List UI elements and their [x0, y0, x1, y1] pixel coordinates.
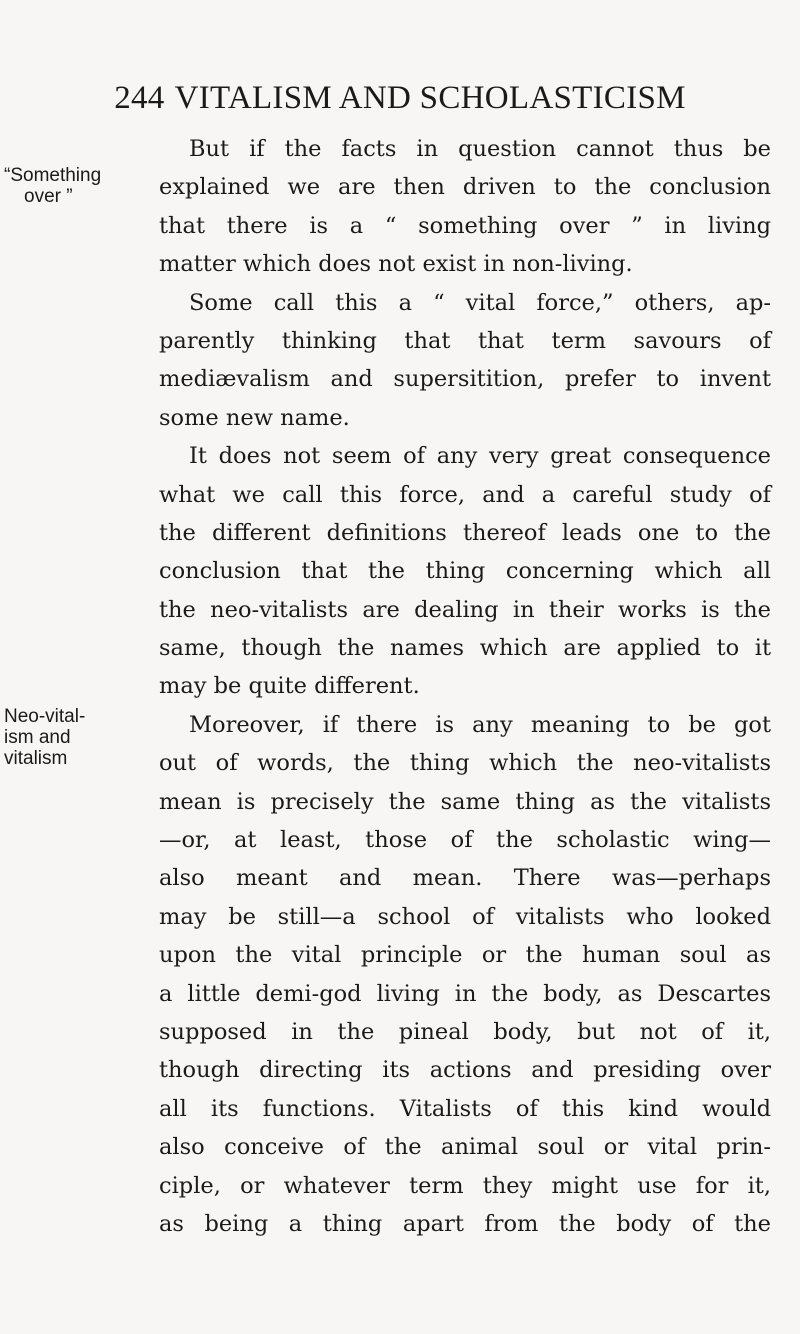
text-line: all its functions. Vitalists of this kind would — [159, 1095, 771, 1122]
text-line: ciple, or whatever term they might use for it, — [159, 1172, 771, 1199]
margin-note-something-over — [4, 165, 101, 207]
text-line: that there is a “ something over ” in living — [159, 212, 771, 239]
text-line: matter which does not exist in non-living. — [159, 251, 633, 278]
margin-note-line: Neo-vital- — [4, 706, 86, 727]
text-line: upon the vital principle or the human soul as — [159, 942, 771, 969]
text-line: mean is precisely the same thing as the vitalists — [159, 788, 771, 815]
text-line: mediævalism and supersitition, prefer to invent — [159, 366, 771, 393]
text-line: explained we are then driven to the conclusion — [159, 174, 771, 201]
text-line: conclusion that the thing concerning which all — [159, 558, 771, 585]
text-line: may be still—a school of vitalists who looked — [159, 903, 771, 930]
text-line: parently thinking that that term savours of — [159, 327, 771, 354]
text-line: also conceive of the animal soul or vital prin- — [159, 1134, 771, 1161]
text-line: also meant and mean. There was—perhaps — [159, 865, 771, 892]
text-line: But if the facts in question cannot thus be — [189, 136, 771, 162]
margin-note-line: vitalism — [4, 748, 68, 769]
text-line: —or, at least, those of the scholastic wing— — [159, 827, 771, 854]
text-line: some new name. — [159, 404, 350, 431]
text-line: Moreover, if there is any meaning to be got — [189, 711, 771, 738]
margin-note-line: “Something — [4, 165, 102, 186]
margin-note-line: ism and — [4, 727, 71, 748]
text-line: supposed in the pineal body, but not of it, — [159, 1018, 771, 1045]
margin-note-neo-vitalism — [4, 706, 85, 769]
text-line: the neo-vitalists are dealing in their works is the — [159, 596, 771, 623]
text-line: a little demi-god living in the body, as Descartes — [159, 980, 771, 1007]
running-header — [0, 80, 800, 117]
text-line: as being a thing apart from the body of the — [159, 1210, 771, 1237]
text-line: It does not seem of any very great consequence — [189, 443, 771, 470]
running-title: VITALISM AND SCHOLASTICISM — [174, 80, 686, 116]
margin-note-line: over ” — [24, 186, 73, 207]
text-line: though directing its actions and presiding over — [159, 1057, 771, 1084]
text-line: what we call this force, and a careful study of — [159, 481, 771, 508]
text-line: the different definitions thereof leads one to the — [159, 519, 771, 546]
text-line: out of words, the thing which the neo-vitalists — [159, 750, 771, 777]
text-line: may be quite different. — [159, 673, 420, 700]
body-text — [159, 130, 771, 1243]
page-number: 244 — [114, 80, 165, 116]
text-line: same, though the names which are applied to it — [159, 635, 771, 662]
text-line: Some call this a “ vital force,” others, ap- — [189, 289, 771, 316]
